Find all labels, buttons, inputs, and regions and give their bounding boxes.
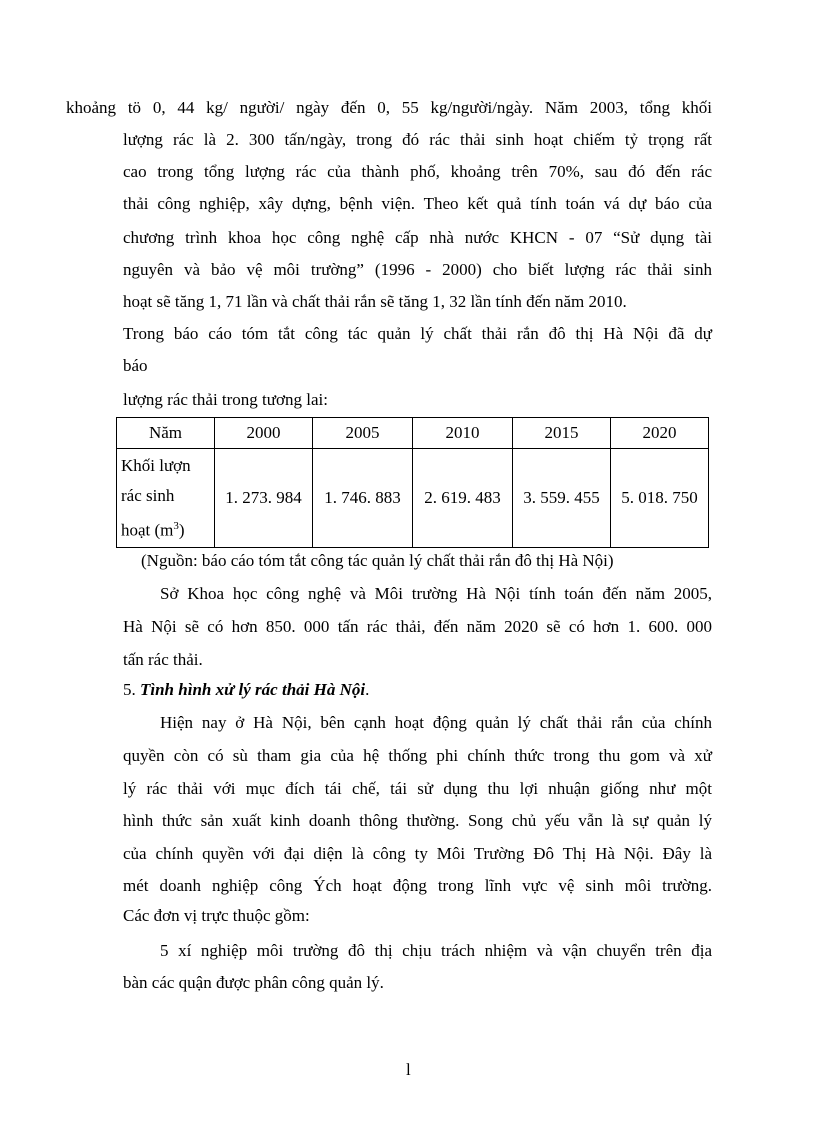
paragraph3-line-1: Hiện nay ở Hà Nội, bên cạnh hoạt động quản lý chất thải rắn của chính <box>160 713 712 732</box>
paragraph1-line-7: hoạt sẽ tăng 1, 71 lần và chất thải rắn sẽ tăng 1, 32 lần tính đến năm 2010. <box>123 292 627 311</box>
paragraph2-line-3: tấn rác thải. <box>123 650 203 669</box>
paragraph3-line-7: Các đơn vị trực thuộc gồm: <box>123 906 310 925</box>
paragraph1-line-5: chương trình khoa học công nghệ cấp nhà nước KHCN - 07 “Sử dụng tài <box>123 228 712 247</box>
paragraph3-line-4: hình thức sản xuất kinh doanh thông thường. Song chủ yếu vẫn là sự quản lý <box>123 811 712 830</box>
section-title-period: . <box>365 680 370 699</box>
table-cell-value: 2. 619. 483 <box>413 449 513 548</box>
row-label-line: Khối lượn <box>121 456 191 475</box>
paragraph3-line-5: của chính quyền với đại diện là công ty Môi Trường Đô Thị Hà Nội. Đây là <box>123 844 712 863</box>
table-header-year: 2015 <box>513 418 611 449</box>
table-header-year-label: Năm <box>117 418 215 449</box>
paragraph1-line-2: lượng rác là 2. 300 tấn/ngày, trong đó rác thải sinh hoạt chiếm tỷ trọng rất <box>123 130 712 149</box>
paragraph2-line-2: Hà Nội sẽ có hơn 850. 000 tấn rác thải, đến năm 2020 sẽ có hơn 1. 600. 000 <box>123 617 712 636</box>
paragraph3-line-2: quyền còn có sù tham gia của hệ thống phi chính thức trong thu gom và xử <box>123 746 712 765</box>
table-cell-value: 1. 746. 883 <box>313 449 413 548</box>
page-number: l <box>406 1060 411 1079</box>
paragraph1-line-10: lượng rác thải trong tương lai: <box>123 390 328 409</box>
paragraph1-line-8: Trong báo cáo tóm tắt công tác quản lý chất thải rắn đô thị Hà Nội đã dự <box>123 324 712 343</box>
section-number: 5. <box>123 680 136 699</box>
paragraph1-line-4: thải công nghiệp, xây dựng, bệnh viện. Theo kết quả tính toán vá dự báo của <box>123 194 712 213</box>
paragraph1-line-1: khoảng tö 0, 44 kg/ người/ ngày đến 0, 55 kg/người/ngày. Năm 2003, tổng khối <box>66 98 712 117</box>
section-heading <box>123 680 369 700</box>
section-title: Tình hình xử lý rác thải Hà Nội <box>140 680 366 699</box>
table-cell-value: 1. 273. 984 <box>215 449 313 548</box>
table-header-year: 2000 <box>215 418 313 449</box>
table-row-label <box>117 449 215 548</box>
paragraph4-line-2: bàn các quận được phân công quản lý. <box>123 973 384 992</box>
waste-forecast-table <box>116 417 709 548</box>
row-label-superscript: 3 <box>173 520 179 532</box>
table-header-year: 2020 <box>611 418 709 449</box>
paragraph1-line-9: báo <box>123 356 148 375</box>
paragraph3-line-3: lý rác thải với mục đích tái chế, tái sử dụng thu lợi nhuận giống như một <box>123 779 712 798</box>
row-label-line <box>121 511 210 546</box>
row-label-close-paren: ) <box>178 520 185 540</box>
source-note: (Nguồn: báo cáo tóm tắt công tác quản lý chất thải rắn đô thị Hà Nội) <box>141 551 614 570</box>
table-header-year: 2005 <box>313 418 413 449</box>
paragraph1-line-3: cao trong tổng lượng rác của thành phố, khoảng trên 70%, sau đó đến rác <box>123 162 712 181</box>
table-row <box>117 449 709 548</box>
table-header-year: 2010 <box>413 418 513 449</box>
paragraph3-line-6: mét doanh nghiệp công Ých hoạt động trong lĩnh vực vệ sinh môi trường. <box>123 876 712 895</box>
table-header-row <box>117 418 709 449</box>
table-cell-value: 3. 559. 455 <box>513 449 611 548</box>
paragraph1-line-6: nguyên và bảo vệ môi trường” (1996 - 2000) cho biết lượng rác thải sinh <box>123 260 712 279</box>
table-cell-value: 5. 018. 750 <box>611 449 709 548</box>
paragraph4-line-1: 5 xí nghiệp môi trường đô thị chịu trách nhiệm và vận chuyển trên địa <box>160 941 712 960</box>
row-label-unit: hoạt (m <box>121 520 174 540</box>
paragraph2-line-1: Sở Khoa học công nghệ và Môi trường Hà Nội tính toán đến năm 2005, <box>160 584 712 603</box>
row-label-line: rác sinh <box>121 486 175 505</box>
